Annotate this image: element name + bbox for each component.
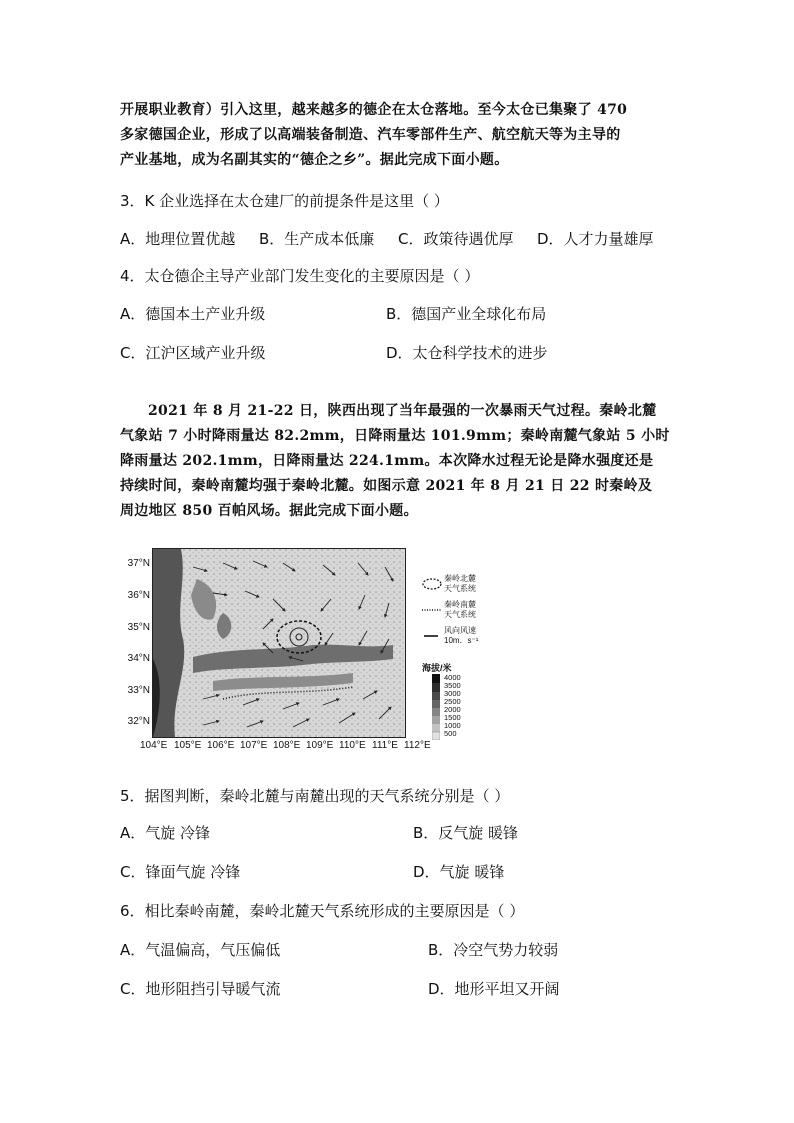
text-line: 开展职业教育）引入这里，越来越多的德企在太仓落地。至今太仓已集聚了 470 <box>120 102 628 118</box>
latitude-label: 32°N <box>127 716 150 727</box>
question-4-option-a[interactable]: A．德国本土产业升级 <box>120 305 266 323</box>
question-3-option-c[interactable]: C．政策待遇优厚 <box>398 230 514 248</box>
elevation-legend-title: 海拔/米 <box>422 663 452 673</box>
elevation-level-label: 2000 <box>444 705 461 714</box>
dashed-ellipse-icon <box>422 578 442 590</box>
longitude-label: 111°E <box>372 740 398 751</box>
legend-label: 10m．s⁻¹ <box>444 636 479 645</box>
legend-north-system <box>422 574 532 600</box>
question-5-option-a[interactable]: A．气旋 冷锋 <box>120 824 211 842</box>
elevation-level-label: 2500 <box>444 697 461 706</box>
question-3-option-b[interactable]: B．生产成本低廉 <box>259 230 375 248</box>
intro-paragraph-2 <box>120 399 680 524</box>
question-4-option-c[interactable]: C．江沪区域产业升级 <box>120 344 266 362</box>
wind-arrow-icon <box>422 630 442 642</box>
question-3-option-a[interactable]: A．地理位置优越 <box>120 230 236 248</box>
question-5-option-b[interactable]: B．反气旋 暖锋 <box>413 824 519 842</box>
text-line: 2021 年 8 月 21-22 日，陕西出现了当年最强的一次暴雨天气过程。秦岭北麓 <box>148 403 657 419</box>
longitude-label: 108°E <box>273 740 301 751</box>
latitude-label: 33°N <box>127 685 150 696</box>
latitude-label: 34°N <box>127 653 150 664</box>
question-4-stem: 4．太仓德企主导产业部门发生变化的主要原因是（ ） <box>120 267 480 285</box>
text-line: 周边地区 850 百帕风场。据此完成下面小题。 <box>120 503 418 519</box>
longitude-label: 110°E <box>339 740 366 751</box>
elevation-color-bar <box>432 674 440 740</box>
question-6-option-a[interactable]: A．气温偏高，气压偏低 <box>120 941 281 959</box>
legend-label: 秦岭南麓 <box>444 600 476 609</box>
legend-label: 天气系统 <box>444 584 476 593</box>
map-area <box>152 548 406 738</box>
text-line: 多家德国企业，形成了以高端装备制造、汽车零部件生产、航空航天等为主导的 <box>120 127 621 143</box>
longitude-label: 106°E <box>207 740 235 751</box>
elevation-level-label: 1500 <box>444 713 461 722</box>
question-4-option-b[interactable]: B．德国产业全球化布局 <box>386 305 547 323</box>
intro-paragraph-1 <box>120 98 680 173</box>
longitude-label: 105°E <box>174 740 202 751</box>
dotted-line-icon <box>422 604 442 616</box>
longitude-label: 107°E <box>240 740 268 751</box>
legend-label: 天气系统 <box>444 610 476 619</box>
latitude-label: 36°N <box>127 590 150 601</box>
question-6-option-b[interactable]: B．冷空气势力较弱 <box>428 941 559 959</box>
elevation-level-label: 500 <box>444 729 457 738</box>
legend-south-system <box>422 600 532 626</box>
question-4-option-d[interactable]: D．太仓科学技术的进步 <box>386 344 548 362</box>
question-5-option-d[interactable]: D．气旋 暖锋 <box>413 863 505 881</box>
question-5-option-c[interactable]: C．锋面气旋 冷锋 <box>120 863 241 881</box>
wind-field-map-figure <box>110 540 550 755</box>
elevation-level-label: 3500 <box>444 681 461 690</box>
latitude-label: 35°N <box>127 622 150 633</box>
longitude-label: 109°E <box>306 740 334 751</box>
elevation-level-label: 1000 <box>444 721 461 730</box>
question-6-stem: 6．相比秦岭南麓，秦岭北麓天气系统形成的主要原因是（ ） <box>120 902 525 920</box>
longitude-label: 104°E <box>140 740 168 751</box>
legend-label: 秦岭北麓 <box>444 574 476 583</box>
question-3-stem: 3．K 企业选择在太仓建厂的前提条件是这里（ ） <box>120 192 449 210</box>
text-line: 产业基地，成为名副其实的“德企之乡”。据此完成下面小题。 <box>120 152 509 168</box>
terrain-and-wind-map <box>153 549 405 737</box>
text-line: 降雨量达 202.1mm，日降雨量达 224.1mm。本次降水过程无论是降水强度还是 <box>120 453 654 469</box>
question-3-option-d[interactable]: D．人才力量雄厚 <box>537 230 654 248</box>
legend-wind <box>422 626 532 652</box>
map-legend <box>422 574 532 652</box>
question-6-option-c[interactable]: C．地形阻挡引导暖气流 <box>120 980 281 998</box>
legend-label: 风向风速 <box>444 626 476 635</box>
elevation-level-label: 4000 <box>444 673 461 682</box>
longitude-label: 112°E <box>404 740 431 751</box>
question-6-option-d[interactable]: D．地形平坦又开阔 <box>428 980 560 998</box>
question-5-stem: 5．据图判断，秦岭北麓与南麓出现的天气系统分别是（ ） <box>120 787 510 805</box>
text-line: 持续时间，秦岭南麓均强于秦岭北麓。如图示意 2021 年 8 月 21 日 22 时秦岭及 <box>120 478 653 494</box>
latitude-label: 37°N <box>127 558 150 569</box>
elevation-level-label: 3000 <box>444 689 461 698</box>
text-line: 气象站 7 小时降雨量达 82.2mm，日降雨量达 101.9mm；秦岭南麓气象站 5 小时 <box>120 428 670 444</box>
